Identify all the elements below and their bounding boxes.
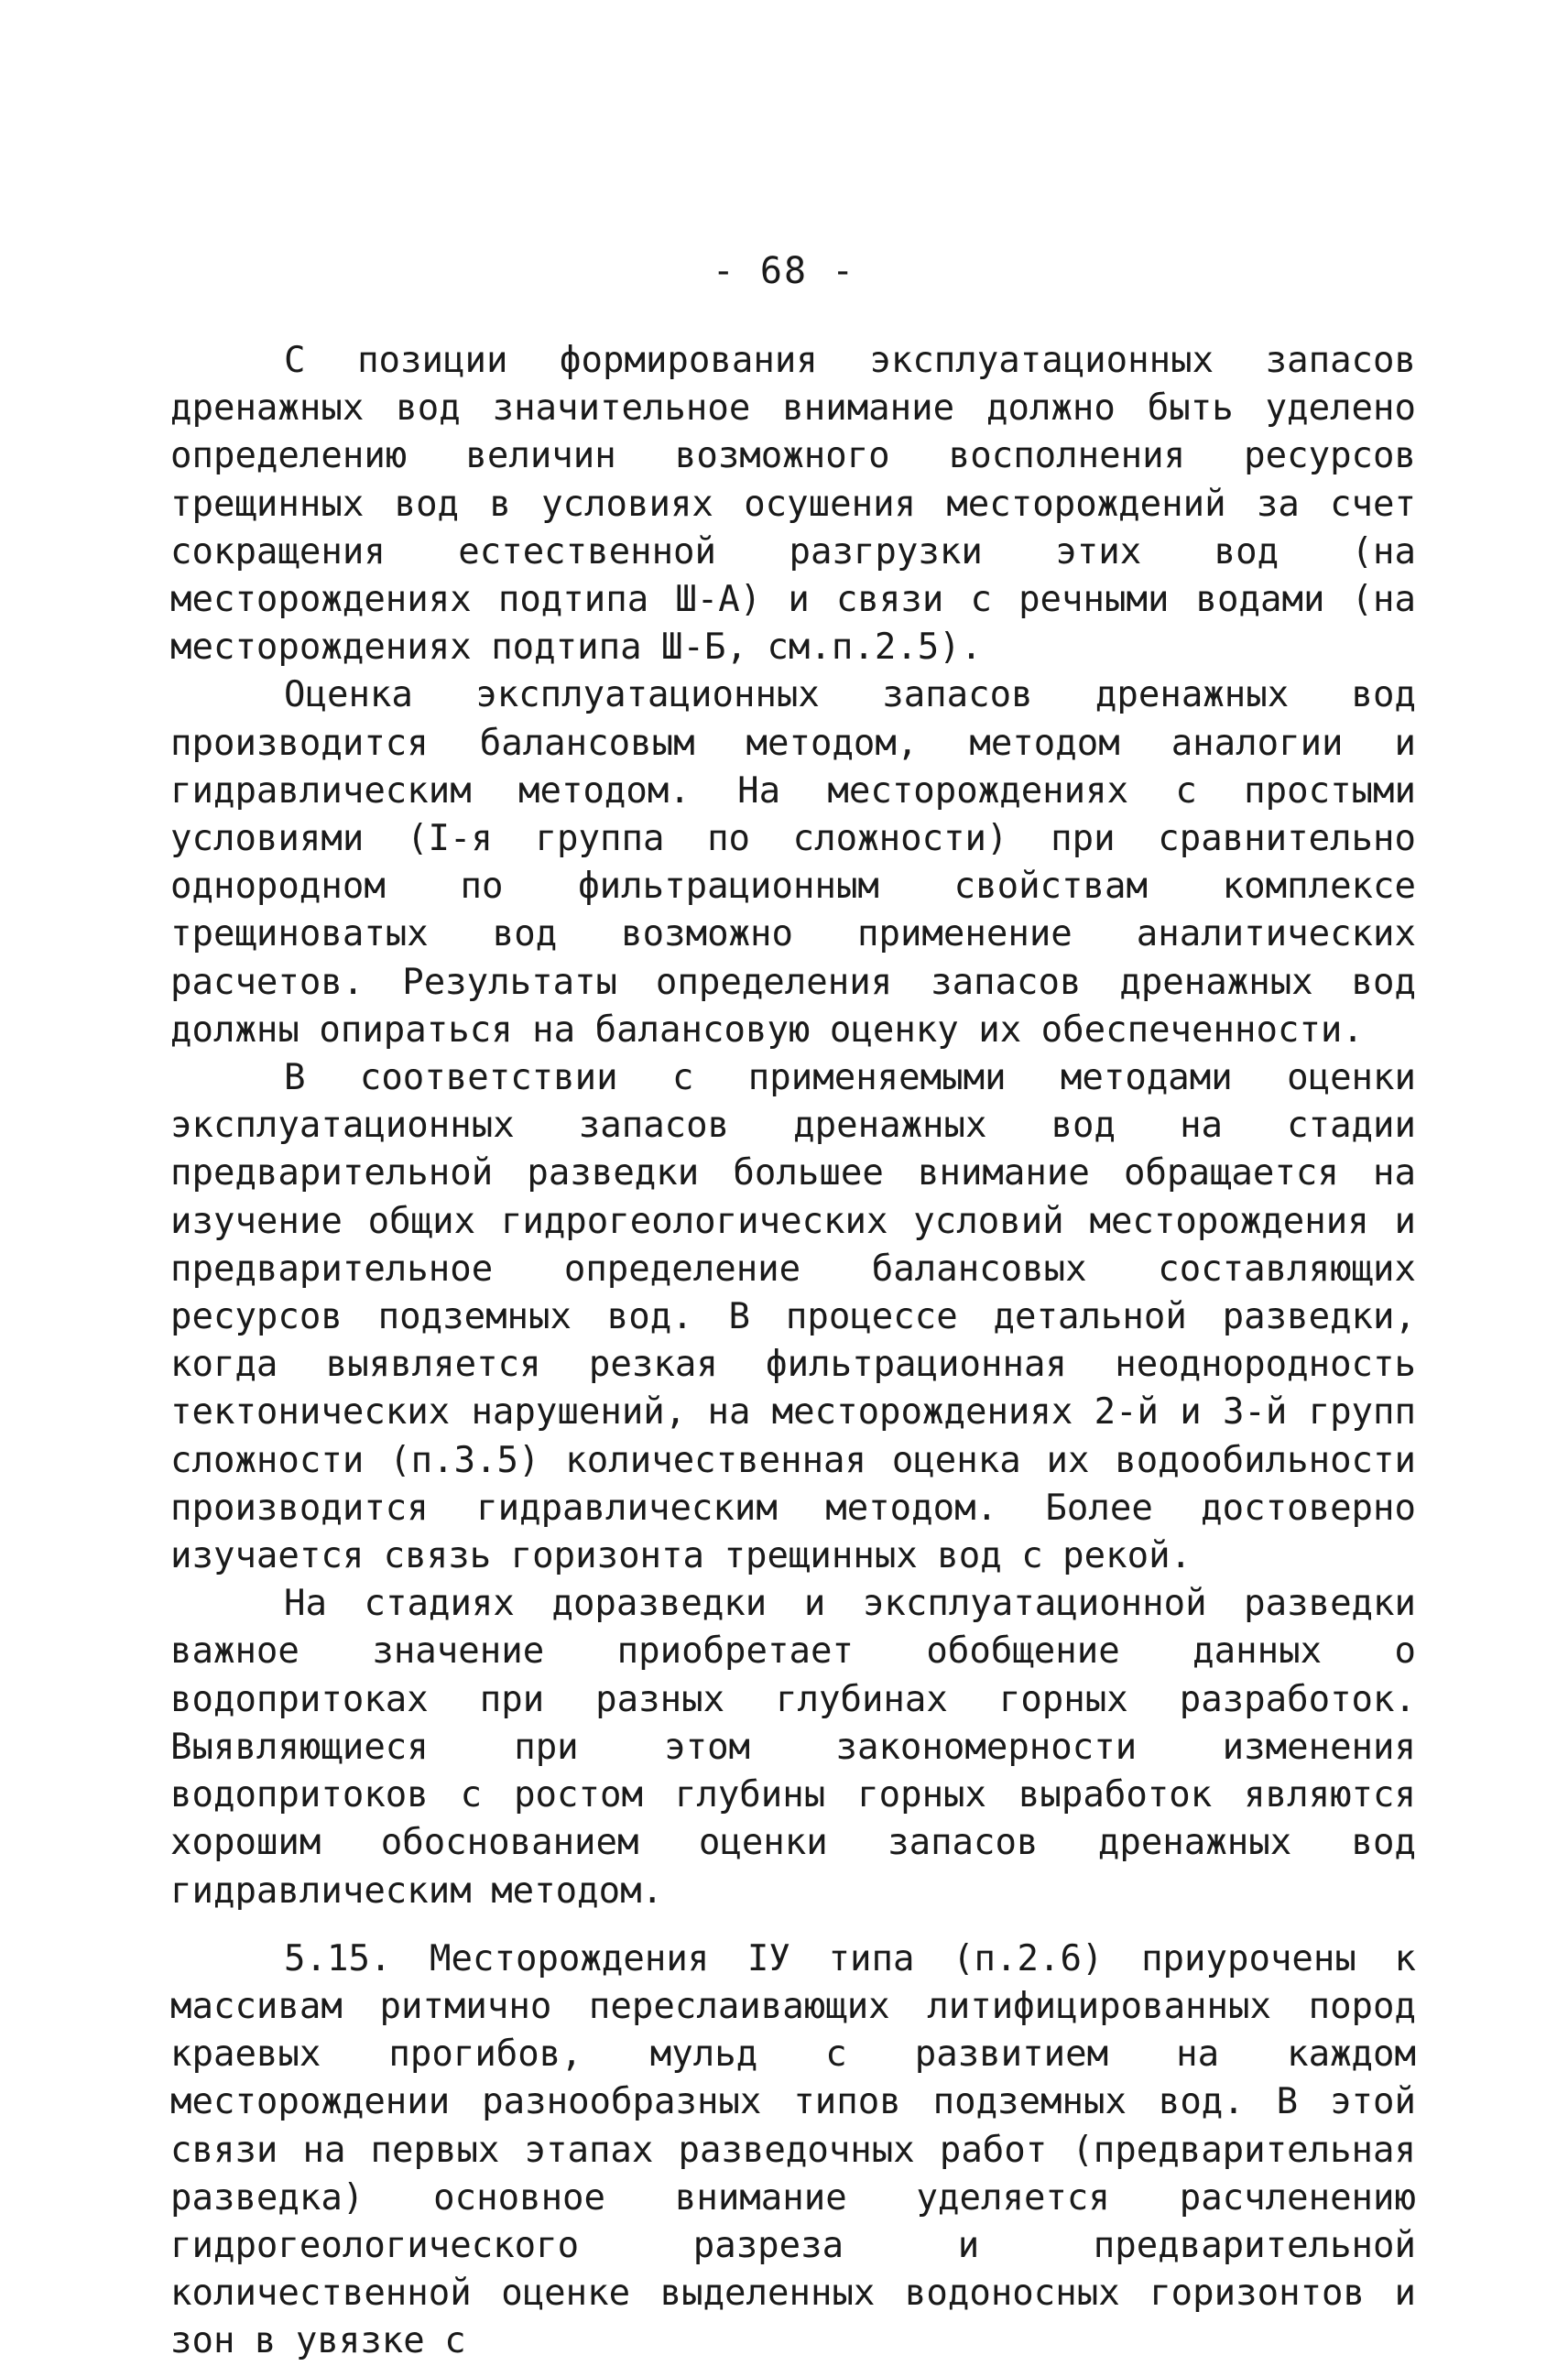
paragraph-assessment-methods: Оценка эксплуатационных запасов дренажных вод производится балансовым методом, методом аналогии и гидравлическим методом. На месторождениях с простыми условиями (I-я группа по сложности) при сравнительно однородном по фильтрационным свойствам комплексе трещиноватых вод возможно применение аналитических расчетов. Результаты определения запасов дренажных вод должны опираться на балансовую оценку их обеспеченности. (170, 674, 1416, 1051)
paragraph-recharge-of-resources: С позиции формирования эксплуатационных запасов дренажных вод значительное внимание должно быть уделено определению величин возможного восполнения ресурсов трещинных вод в условиях осушения месторождений за счет сокращения естественной разгрузки этих вод (на месторождениях подтипа Ш-А) и связи с речными водами (на месторождениях подтипа Ш-Б, см.п.2.5). (170, 340, 1416, 669)
body-text (170, 337, 1416, 2366)
page-number: - 68 - (712, 250, 856, 292)
paragraph-section-5-15: 5.15. Месторождения IУ типа (п.2.6) приурочены к массивам ритмично переслаивающих литифицированных пород краевых прогибов, мульд с развитием на каждом месторождении разнообразных типов подземных вод. В этой связи на первых этапах разведочных работ (предварительная разведка) основное внимание уделяется расчленению гидрогеологического разреза и предварительной количественной оценке выделенных водоносных горизонтов и зон в увязке с (170, 1937, 1416, 2362)
paragraph-exploration-stages: В соответствии с применяемыми методами оценки эксплуатационных запасов дренажных вод на стадии предварительной разведки большее внимание обращается на изучение общих гидрогеологических условий месторождения и предварительное определение балансовых составляющих ресурсов подземных вод. В процессе детальной разведки, когда выявляется резкая фильтрационная неоднородность тектонических нарушений, на месторождениях 2-й и 3-й групп сложности (п.3.5) количественная оценка их водообильности производится гидравлическим методом. Более достоверно изучается связь горизонта трещинных вод с рекой. (170, 1057, 1416, 1577)
paragraph-additional-exploration: На стадиях доразведки и эксплуатационной разведки важное значение приобретает обобщение данных о водопритоках при разных глубинах горных разработок. Выявляющиеся при этом закономерности изменения водопритоков с ростом глубины горных выработок являются хорошим обоснованием оценки запасов дренажных вод гидравлическим методом. (170, 1583, 1416, 1912)
